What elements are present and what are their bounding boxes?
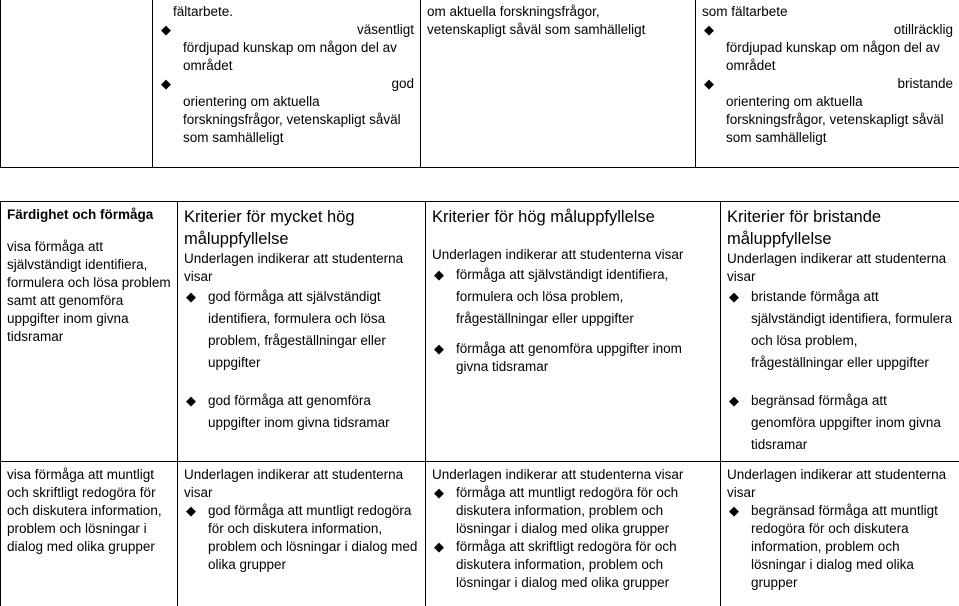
previous-text-line: vetenskapligt såväl som samhälleligt	[427, 22, 646, 37]
list-item	[184, 502, 419, 574]
previous-deficient-cell	[696, 0, 959, 168]
skill-text: visa förmåga att muntligt och skriftligt redogöra för och diskutera information, problem och lösningar i dialog med olika grupper	[7, 467, 162, 554]
diamond-bullet-icon: ◆	[161, 22, 171, 37]
previous-first-line: som fältarbete	[702, 4, 788, 19]
diamond-bullet-icon: ◆	[186, 393, 196, 408]
skill-column	[1, 462, 178, 606]
diamond-bullet-icon: ◆	[434, 341, 444, 356]
diamond-bullet-icon: ◆	[729, 289, 739, 304]
list-item	[159, 75, 414, 147]
item-text: orientering om aktuella forskningsfrågor, vetenskapligt såväl som samhälleligt	[183, 94, 401, 145]
list-item	[432, 264, 714, 330]
header-very-high: Kriterier för mycket hög måluppfyllelse	[184, 208, 355, 248]
item-text: förmåga att skriftligt redogöra för och diskutera information, problem och lösningar i dialog med olika grupper	[456, 539, 677, 590]
diamond-bullet-icon: ◆	[729, 503, 739, 518]
item-text: fördjupad kunskap om någon del av området	[183, 40, 397, 73]
previous-skill-cell	[1, 0, 153, 168]
diamond-bullet-icon: ◆	[186, 503, 196, 518]
diamond-bullet-icon: ◆	[434, 267, 444, 282]
header-high: Kriterier för hög måluppfyllelse	[432, 208, 655, 226]
header-deficient: Kriterier för bristande måluppfyllelse	[727, 208, 882, 248]
item-text: orientering om aktuella forskningsfrågor, vetenskapligt såväl som samhälleligt	[726, 94, 944, 145]
criteria-intro: Underlagen indikerar att studenterna visar	[184, 251, 404, 284]
skill-column	[1, 202, 178, 462]
diamond-bullet-icon: ◆	[186, 289, 196, 304]
item-lead-word: god	[391, 76, 414, 91]
diamond-bullet-icon: ◆	[729, 393, 739, 408]
diamond-bullet-icon: ◆	[704, 76, 714, 91]
list-item	[184, 286, 419, 374]
very-high-column	[178, 202, 426, 462]
item-text: begränsad förmåga att muntligt redogöra för och diskutera information, problem och lösningar i dialog med olika grupper	[751, 503, 938, 590]
criteria-intro: Underlagen indikerar att studenterna visar	[727, 251, 947, 284]
item-lead-word: väsentligt	[356, 22, 414, 37]
list-item	[159, 21, 414, 75]
list-item	[432, 340, 714, 376]
item-text: förmåga att genomföra uppgifter inom givna tidsramar	[456, 341, 682, 374]
criteria-intro: Underlagen indikerar att studenterna visar	[184, 467, 404, 500]
high-column	[426, 462, 721, 606]
high-column	[426, 202, 721, 462]
previous-high-cell	[421, 0, 696, 168]
diamond-bullet-icon: ◆	[161, 76, 171, 91]
item-text: fördjupad kunskap om någon del av området	[726, 40, 940, 73]
item-lead-word: otillräcklig	[893, 22, 953, 37]
criteria-intro: Underlagen indikerar att studenterna visar	[432, 247, 684, 262]
item-text: bristande förmåga att självständigt identifiera, formulera och lösa problem, frågeställningar eller uppgifter	[751, 289, 953, 370]
deficient-column	[721, 462, 959, 606]
diamond-bullet-icon: ◆	[434, 485, 444, 500]
header-skill: Färdighet och förmåga	[7, 207, 154, 222]
list-item	[702, 75, 953, 147]
list-item	[184, 390, 419, 434]
list-item	[432, 484, 714, 538]
item-text: god förmåga att självständigt identifiera, formulera och lösa problem, frågeställningar eller uppgifter	[208, 289, 386, 370]
criteria-intro: Underlagen indikerar att studenterna visar	[432, 467, 684, 482]
list-item	[432, 538, 714, 592]
item-text: begränsad förmåga att genomföra uppgifter inom givna tidsramar	[751, 393, 941, 452]
item-text: god förmåga att genomföra uppgifter inom givna tidsramar	[208, 393, 390, 430]
item-text: förmåga att självständigt identifiera, formulera och lösa problem, frågeställningar eller uppgifter	[456, 267, 669, 326]
item-text: förmåga att muntligt redogöra för och diskutera information, problem och lösningar i dialog med olika grupper	[456, 485, 679, 536]
list-item	[727, 286, 953, 374]
skill-criteria-table	[0, 201, 959, 606]
deficient-column	[721, 202, 959, 462]
previous-criteria-table	[0, 0, 959, 168]
criteria-intro: Underlagen indikerar att studenterna visar	[727, 467, 947, 500]
very-high-column	[178, 462, 426, 606]
diamond-bullet-icon: ◆	[434, 539, 444, 554]
previous-text-line: om aktuella forskningsfrågor,	[427, 4, 600, 19]
item-text: god förmåga att muntligt redogöra för och diskutera information, problem och lösningar i dialog med olika grupper	[208, 503, 418, 572]
list-item	[702, 21, 953, 75]
diamond-bullet-icon: ◆	[704, 22, 714, 37]
list-item	[727, 390, 953, 456]
list-item	[727, 502, 953, 592]
skill-text: visa förmåga att självständigt identifiera, formulera och lösa problem samt att genomföra uppgifter inom givna tidsramar	[7, 239, 171, 344]
previous-very-high-cell	[153, 0, 421, 168]
previous-first-line: fältarbete.	[173, 4, 234, 19]
item-lead-word: bristande	[897, 76, 953, 91]
